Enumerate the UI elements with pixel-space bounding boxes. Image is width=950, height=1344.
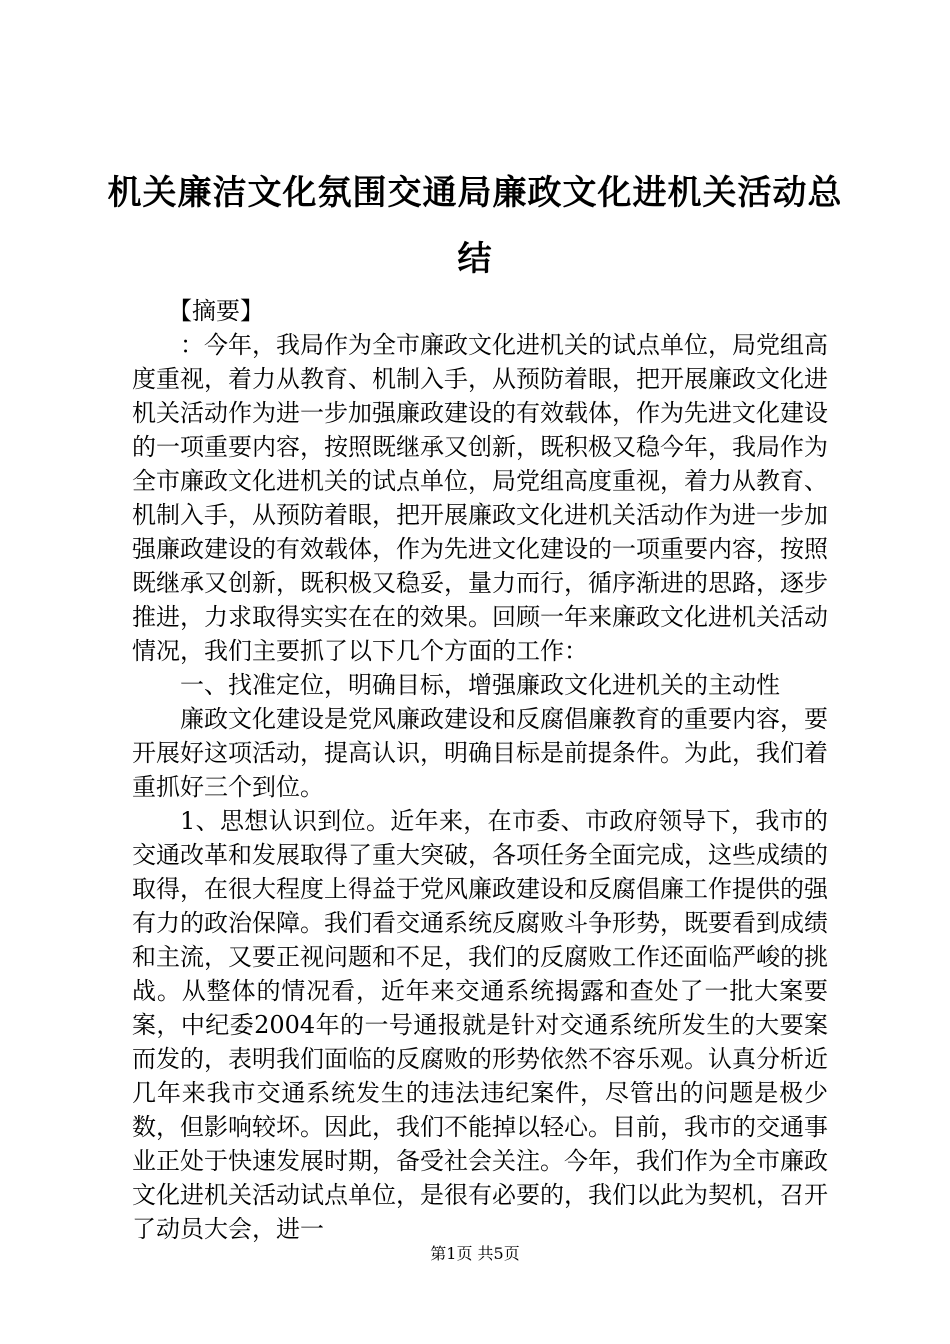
document-title: 机关廉洁文化氛围交通局廉政文化进机关活动总结 xyxy=(107,173,843,279)
section-heading-1: 一、找准定位，明确目标，增强廉政文化进机关的主动性 xyxy=(180,671,780,699)
paragraph-section-1: 廉政文化建设是党风廉政建设和反腐倡廉教育的重要内容，要开展好这项活动，提高认识，明确目标是前提条件。为此，我们着重抓好三个到位。 xyxy=(132,705,828,801)
abstract-label: 【摘要】 xyxy=(168,297,264,325)
paragraph-point-1: 1、思想认识到位。近年来，在市委、市政府领导下，我市的交通改革和发展取得了重大突破，各项任务全面完成，这些成绩的取得，在很大程度上得益于党风廉政建设和反腐倡廉工作提供的强有力的政治保障。我们看交通系统反腐败斗争形势，既要看到成绩和主流，又要正视问题和不足，我们的反腐败工作还面临严峻的挑战。从整体的情况看，近年来交通系统揭露和查处了一批大案要案，中纪委2004年的一号通报就是针对交通系统所发生的大要案而发的，表明我们面临的反腐败的形势依然不容乐观。认真分析近几年来我市交通系统发生的违法违纪案件，尽管出的问题是极少数，但影响较坏。因此，我们不能掉以轻心。目前，我市的交通事业正处于快速发展时期，备受社会关注。今年，我们作为全市廉政文化进机关活动试点单位，是很有必要的，我们以此为契机，召开了动员大会，进一 xyxy=(132,807,828,1243)
document-body xyxy=(132,294,828,1246)
paragraph-intro: ：今年，我局作为全市廉政文化进机关的试点单位，局党组高度重视，着力从教育、机制入手，从预防着眼，把开展廉政文化进机关活动作为进一步加强廉政建设的有效载体，作为先进文化建设的一项重要内容，按照既继承又创新，既积极又稳今年，我局作为全市廉政文化进机关的试点单位，局党组高度重视，着力从教育、机制入手，从预防着眼，把开展廉政文化进机关活动作为进一步加强廉政建设的有效载体，作为先进文化建设的一项重要内容，按照既继承又创新，既积极又稳妥，量力而行，循序渐进的思路，逐步推进，力求取得实实在在的效果。回顾一年来廉政文化进机关活动情况，我们主要抓了以下几个方面的工作： xyxy=(132,331,828,665)
page-footer: 第1页 共5页 xyxy=(430,1244,520,1263)
